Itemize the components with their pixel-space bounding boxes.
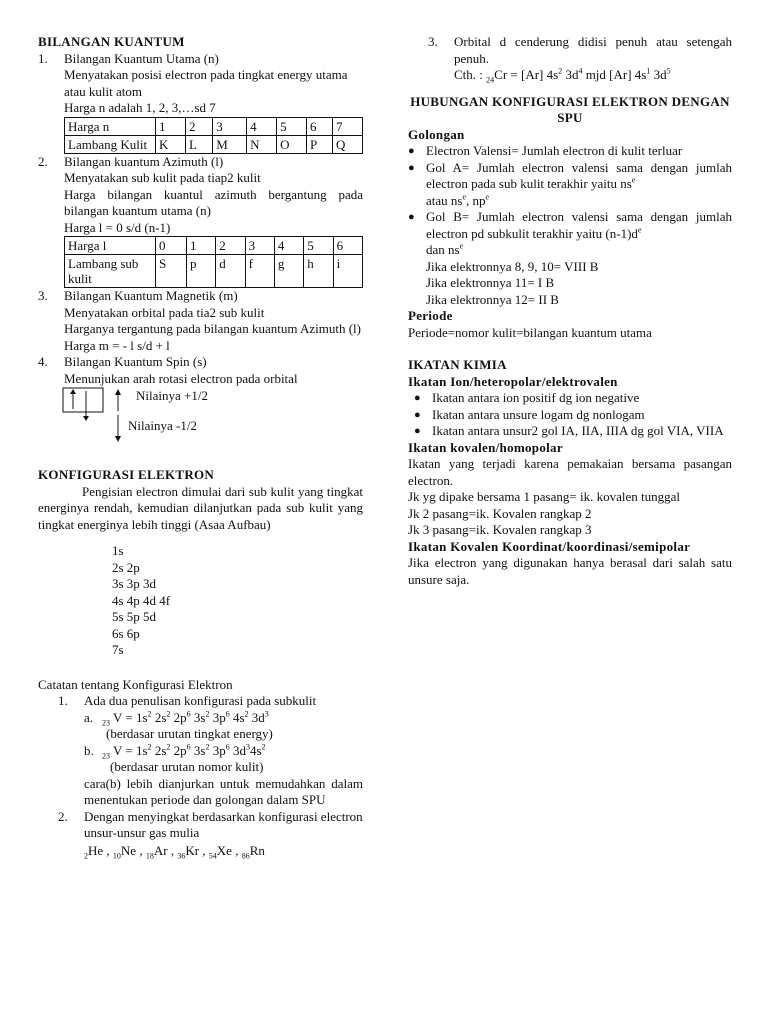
config-note: (berdasar urutan tingkat energy) — [106, 726, 273, 741]
bullet-icon: ● — [414, 425, 421, 437]
item-desc: Menunjukan arah rotasi electron pada orbital — [64, 370, 298, 386]
periode-heading: Periode — [408, 308, 453, 323]
item-number: 1. — [58, 693, 68, 708]
table-cell: Lambang sub kulit — [65, 255, 156, 288]
table-cell: 3 — [213, 117, 247, 135]
item-values: Harga m = - l s/d + l — [64, 337, 170, 353]
table-cell: 7 — [333, 117, 363, 135]
example-prefix: Cth. : — [454, 67, 483, 82]
bullet-text: Ikatan antara unsure logam dg nonlogam — [432, 406, 645, 422]
item-desc: Menyatakan posisi electron pada tingkat energy utama atau kulit atom — [64, 67, 348, 99]
example-text: Cr = [Ar] 4s — [494, 67, 559, 82]
table-cell: f — [245, 255, 274, 288]
item-desc: Harganya tergantung pada bilangan kuantum Azimuth (l) — [64, 321, 361, 336]
golongan-heading: Golongan — [408, 126, 465, 142]
orbital-list — [38, 543, 363, 659]
gas-symbol: Kr — [185, 842, 200, 858]
ion-item — [408, 390, 732, 407]
bullet-text: , np — [466, 192, 486, 208]
item-values: Harga n adalah 1, 2, 3,…sd 7 — [64, 100, 216, 115]
bullet-gol-b: ● Gol B= Jumlah electron valensi sama dengan jumlah electron pd subkulit terakhir yaitu $(n-1)d^e$ dan $ns^e$ Jika elektronnya 8, 9, 10= VIII B Jika elektronnya 11= I B Jika elektronnya 12= II B — [408, 209, 732, 307]
table-cell: 4 — [247, 117, 277, 135]
item-m — [38, 288, 363, 354]
item-number: 1. — [38, 50, 48, 66]
table-cell: Q — [333, 135, 363, 153]
item-title: Bilangan kuantum Azimuth (l) — [64, 153, 224, 169]
gas-z: 36 — [177, 851, 186, 861]
bullet-text: dan ns — [426, 242, 460, 257]
orbital-row: 6s 6p — [112, 625, 140, 641]
jika-line: Jika elektronnya 8, 9, 10= VIII B — [426, 258, 599, 274]
bullet-icon: ● — [408, 211, 415, 223]
item-number: 3. — [428, 34, 438, 49]
table-cell: Lambang Kulit — [65, 135, 156, 153]
kovalen-line: Jk yg dipake bersama 1 pasang= ik. kovalen tunggal — [408, 489, 680, 504]
gas-symbol: Rn — [249, 842, 265, 858]
ion-item — [408, 407, 732, 424]
item-number: 3. — [38, 288, 48, 303]
table-cell: 6 — [307, 117, 333, 135]
heading-ikatan-kimia: IKATAN KIMIA — [408, 357, 507, 372]
table-cell: 0 — [156, 237, 187, 255]
orbital-row: 4s 4p 4d 4f — [112, 592, 171, 608]
spin-plus-label: Nilainya +1/2 — [136, 388, 208, 403]
atomic-number: 23 — [102, 751, 110, 761]
item-text: Orbital d cenderung didisi penuh atau setengah penuh. — [454, 34, 732, 66]
item-number: 2. — [58, 808, 68, 824]
gas-symbol: Ar — [153, 842, 168, 858]
note-text: Dengan menyingkat berdasarkan konfigurasi electron unsur-unsur gas mulia — [84, 808, 363, 840]
gas-symbol: Ne — [120, 842, 137, 858]
kovalen-line: Jk 2 pasang=ik. Kovalen rangkap 2 — [408, 505, 592, 521]
koordinat-heading: Ikatan Kovalen Koordinat/koordinasi/semipolar — [408, 538, 691, 554]
noble-gases: $_2$He , $_{10}$Ne , $_{18}$Ar , $_{36}$Kr , $_{54}$Xe , $_{86}$Rn — [84, 842, 265, 861]
table-cell: d — [216, 255, 245, 288]
config-note: (berdasar urutan nomor kulit) — [110, 759, 264, 774]
example-cr: Cth. : $_{24}$Cr = [Ar] $4s^2$ $3d^4$ mjd [Ar] $4s^1$ $3d^5$ — [454, 66, 671, 85]
item-desc: Harga bilangan kuantul azimuth bergantung pada bilangan kuantum utama (n) — [64, 186, 363, 218]
atomic-number: 23 — [102, 718, 110, 728]
orbital-row: 5s 5p 5d — [112, 609, 157, 624]
config-text: V = 1s — [113, 709, 148, 725]
item-s — [38, 354, 363, 387]
table-cell: O — [277, 135, 307, 153]
item-title: Bilangan Kuantum Magnetik (m) — [64, 288, 238, 303]
item-n — [38, 51, 363, 117]
koordinat-text: Jika electron yang digunakan hanya berasal dari salah satu unsure saja. — [408, 555, 732, 587]
table-cell: p — [186, 255, 215, 288]
bullet-icon: ● — [414, 408, 421, 421]
gas-symbol: He — [88, 842, 104, 858]
table-cell: i — [333, 255, 362, 288]
bullet-text: atau ns — [426, 192, 463, 208]
config-text: V = 1s — [113, 742, 148, 758]
gas-z: 10 — [112, 851, 121, 861]
bullet-text: Electron Valensi= Jumlah electron di kulit terluar — [426, 143, 683, 158]
table-cell: h — [304, 255, 333, 288]
item-title: Bilangan Kuantum Spin (s) — [64, 354, 207, 369]
heading-bilangan-kuantum: BILANGAN KUANTUM — [38, 34, 185, 49]
table-cell: g — [274, 255, 303, 288]
table-l — [64, 236, 363, 288]
sub-label: a. — [84, 709, 94, 725]
table-cell: N — [247, 135, 277, 153]
table-cell: P — [307, 135, 333, 153]
item-values: Harga l = 0 s/d (n-1) — [64, 219, 171, 235]
note-text: Ada dua penulisan konfigurasi pada subkulit — [84, 693, 317, 708]
gas-z: 2 — [84, 851, 88, 861]
heading-konfigurasi: KONFIGURASI ELEKTRON — [38, 467, 215, 482]
table-cell: 4 — [274, 237, 303, 255]
spin-minus-label: Nilainya -1/2 — [128, 418, 197, 433]
table-n — [64, 117, 363, 154]
note-1 — [38, 693, 363, 809]
catatan-title: Catatan tentang Konfigurasi Elektron — [38, 676, 233, 692]
item-number: 4. — [38, 354, 48, 369]
orbital-row: 7s — [112, 642, 124, 657]
spin-down-arrow-icon — [62, 387, 132, 447]
bullet-icon: ● — [408, 145, 415, 157]
table-cell: L — [185, 135, 212, 153]
gas-z: 86 — [241, 851, 250, 861]
table-cell: 2 — [216, 237, 245, 255]
item-desc: Menyatakan sub kulit pada tiap2 kulit — [64, 170, 261, 185]
orbital-row: 2s 2p — [112, 559, 140, 575]
table-cell: 1 — [156, 117, 186, 135]
atomic-number: 24 — [486, 75, 495, 85]
spin-diagram — [62, 387, 363, 447]
konfig-paragraph: Pengisian electron dimulai dari sub kulit yang tingkat energinya rendah, kemudian dilanjutkan pada sub kulit yang tingkat energinya lebih tinggi (Asaa Aufbau) — [38, 483, 363, 532]
item-title: Bilangan Kuantum Utama (n) — [64, 50, 219, 66]
bullet-valensi — [408, 143, 732, 160]
bullet-gol-a: ● Gol A= Jumlah electron valensi sama dengan jumlah electron pada sub kulit terakhir yaitu $ns^e$ atau $ns^e$, $np^e$ — [408, 159, 732, 208]
kovalen-line: Jk 3 pasang=ik. Kovalen rangkap 3 — [408, 522, 592, 537]
gas-z: 18 — [145, 851, 154, 861]
item-3-orbital-d — [408, 34, 732, 84]
config-b: b. $_{23}$ $V = 1s^2$ $2s^2$ $2p^6$ $3s^2$ $3p^6$ $3d^34s^2$ — [84, 742, 266, 761]
table-cell: M — [213, 135, 247, 153]
table-cell: Harga l — [65, 237, 156, 255]
table-cell: 2 — [185, 117, 212, 135]
ion-item — [408, 423, 732, 440]
table-cell: 5 — [277, 117, 307, 135]
kovalen-text: Ikatan yang terjadi karena pemakaian bersama pasangan electron. — [408, 456, 732, 488]
table-cell: Harga n — [65, 117, 156, 135]
jika-line: Jika elektronnya 12= II B — [426, 291, 559, 307]
right-column — [408, 34, 732, 588]
bullet-text: Gol A= Jumlah electron valensi sama dengan jumlah electron pada sub kulit terakhir yaitu ns — [426, 159, 732, 191]
bullet-icon: ● — [408, 161, 415, 174]
heading-hubungan: HUBUNGAN KONFIGURASI ELEKTRON DENGAN SPU — [410, 93, 730, 125]
orbital-row: 3s 3p 3d — [112, 576, 157, 591]
table-cell: 6 — [333, 237, 362, 255]
gas-symbol: Xe — [216, 842, 232, 858]
bullet-text: Ikatan antara unsur2 gol IA, IIA, IIIA dg gol VIA, VIIA — [432, 423, 724, 438]
jika-line: Jika elektronnya 11= I B — [426, 275, 555, 290]
gas-z: 54 — [208, 851, 217, 861]
periode-text: Periode=nomor kulit=bilangan kuantum utama — [408, 324, 652, 340]
kovalen-heading: Ikatan kovalen/homopolar — [408, 439, 563, 455]
table-cell: 1 — [186, 237, 215, 255]
bullet-text: Ikatan antara ion positif dg ion negative — [432, 390, 640, 405]
ion-heading: Ikatan Ion/heteropolar/elektrovalen — [408, 373, 618, 389]
item-number: 2. — [38, 153, 48, 169]
note-2 — [38, 809, 363, 842]
left-column — [38, 34, 363, 859]
example-text: mjd [Ar] 4s — [585, 67, 647, 82]
bullet-text: Gol B= Jumlah electron valensi sama dengan jumlah electron pd subkulit terakhir yaitu (n-1)d — [426, 209, 732, 241]
table-cell: 3 — [245, 237, 274, 255]
config-a: a. $_{23}$ $V = 1s^2$ $2s^2$ $2p^6$ $3s^2$ $3p^6$ $4s^2$ $3d^3$ — [84, 709, 269, 728]
item-desc: Menyatakan orbital pada tia2 sub kulit — [64, 304, 265, 320]
sub-label: b. — [84, 742, 94, 758]
note-conclusion: cara(b) lebih dianjurkan untuk memudahkan dalam menentukan periode dan golongan dalam SPU — [84, 775, 363, 807]
orbital-row: 1s — [112, 543, 124, 558]
item-l — [38, 154, 363, 237]
table-cell: K — [156, 135, 186, 153]
table-cell: S — [156, 255, 187, 288]
bullet-icon: ● — [414, 392, 421, 404]
table-cell: 5 — [304, 237, 333, 255]
